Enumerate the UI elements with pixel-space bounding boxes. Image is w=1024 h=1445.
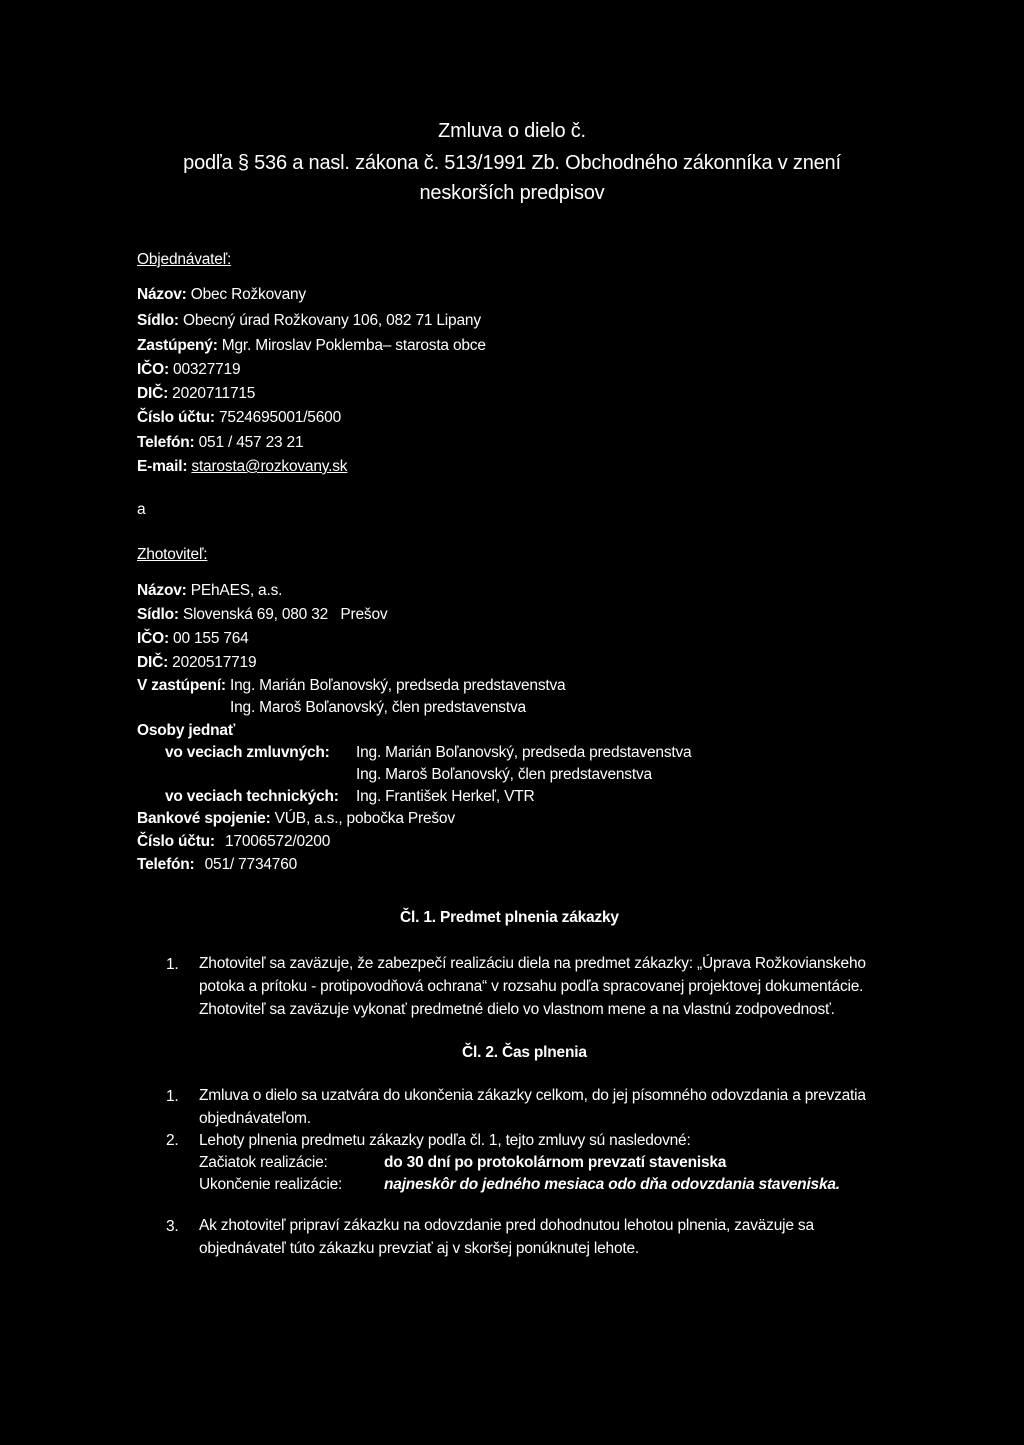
zhotovitel-row	[137, 629, 249, 649]
text-line: Zmluva o dielo sa uzatvára do ukončenia zákazky celkom, do jej písomného odovzdania a prevzatia	[199, 1087, 866, 1104]
row-value: 00327719	[173, 361, 241, 378]
row-label: E-mail:	[137, 458, 188, 475]
email-link[interactable]: starosta@rozkovany.sk	[191, 458, 348, 475]
row-label: Sídlo:	[137, 312, 179, 329]
row-label: Sídlo:	[137, 606, 179, 623]
row-value: Ing. Marián Boľanovský, predseda predstavenstva	[230, 677, 566, 694]
row-value: Slovenská 69, 080 32 Prešov	[182, 606, 388, 623]
row-value: PEhAES, a.s.	[190, 582, 283, 599]
zhotovitel-row	[137, 653, 256, 673]
document-subtitle-line2: neskorších predpisov	[419, 182, 605, 204]
zhotovitel-row	[137, 676, 565, 696]
objednavatel-row	[137, 360, 240, 380]
row-label: Telefón:	[137, 856, 195, 873]
row-label: DIČ:	[137, 385, 169, 402]
text-line: Ak zhotoviteľ pripraví zákazku na odovzdanie pred dohodnutou lehotou plnenia, zaväzuje sa	[199, 1217, 814, 1234]
row-label: Telefón:	[137, 434, 195, 451]
cl2-item-number: 3.	[166, 1218, 179, 1235]
row-label: DIČ:	[137, 654, 169, 671]
cl1-heading: Čl. 1. Predmet plnenia zákazky	[400, 909, 619, 926]
zmluvne-person-2: Ing. Maroš Boľanovský, člen predstavenstva	[356, 766, 652, 783]
technicke-label: vo veciach technických:	[165, 788, 339, 805]
cl2-item-number: 2.	[166, 1132, 179, 1149]
end-value: najneskôr do jedného mesiaca odo dňa odovzdania staveniska.	[384, 1176, 840, 1193]
row-label: Číslo účtu:	[137, 833, 215, 850]
row-value: Obec Rožkovany	[190, 286, 306, 303]
end-label: Ukončenie realizácie:	[199, 1176, 343, 1193]
start-value: do 30 dní po protokolárnom prevzatí staveniska	[384, 1154, 727, 1171]
text-line: objednávateľ túto zákazku prevziať aj v skoršej ponúknutej lehote.	[199, 1240, 640, 1257]
row-value: 2020711715	[172, 385, 256, 402]
row-value: 051/ 7734760	[204, 856, 298, 873]
telefon-row	[137, 855, 297, 875]
text-line: objednávateľom.	[199, 1110, 311, 1127]
objednavatel-row	[137, 336, 486, 356]
connector-text: a	[137, 501, 146, 518]
row-label: Zastúpený:	[137, 337, 218, 354]
row-value: 7524695001/5600	[219, 409, 341, 426]
technicke-person-1: Ing. František Herkeľ, VTR	[356, 788, 535, 805]
zmluvne-person-1: Ing. Marián Boľanovský, predseda predstavenstva	[356, 744, 692, 761]
row-value: Mgr. Miroslav Poklemba– starosta obce	[221, 337, 486, 354]
text-line: Zhotoviteľ sa zaväzuje, že zabezpečí realizáciu diela na predmet zákazky: „Úprava Rožkovianskeho	[199, 955, 866, 972]
row-value: 00 155 764	[173, 630, 249, 647]
text-line: potoka a prítoku - protipovodňová ochrana“ v rozsahu podľa spracovanej projektovej dokumentácie.	[199, 978, 864, 995]
row-value: 17006572/0200	[225, 833, 331, 850]
row-label: Číslo účtu:	[137, 409, 215, 426]
row-value: VÚB, a.s., pobočka Prešov	[274, 810, 455, 827]
zhotovitel-row	[137, 581, 282, 601]
osoby-label: Osoby jednať	[137, 722, 236, 739]
row-value: Obecný úrad Rožkovany 106, 082 71 Lipany	[182, 312, 481, 329]
zmluvne-label: vo veciach zmluvných:	[165, 744, 330, 761]
row-value: 051 / 457 23 21	[198, 434, 304, 451]
ucet-row	[137, 832, 330, 852]
zastupenie-second: Ing. Maroš Boľanovský, člen predstavenstva	[230, 699, 526, 716]
objednavatel-heading: Objednávateľ:	[137, 251, 232, 268]
cl2-item-text	[199, 1084, 866, 1130]
row-label: V zastúpení:	[137, 677, 226, 694]
document-subtitle-line1: podľa § 536 a nasl. zákona č. 513/1991 Zb. Obchodného zákonníka v znení	[183, 152, 841, 174]
zhotovitel-heading: Zhotoviteľ:	[137, 546, 208, 563]
banka-row	[137, 809, 455, 829]
objednavatel-row	[137, 433, 303, 453]
row-label: IČO:	[137, 630, 169, 647]
cl1-item-text	[199, 952, 959, 1021]
objednavatel-row	[137, 384, 255, 404]
cl2-item-text: Lehoty plnenia predmetu zákazky podľa čl. 1, tejto zmluvy sú nasledovné:	[199, 1132, 691, 1149]
objednavatel-row	[137, 285, 306, 305]
cl1-item-number: 1.	[166, 956, 179, 973]
row-label: Názov:	[137, 582, 187, 599]
row-value: 2020517719	[172, 654, 257, 671]
cl2-heading: Čl. 2. Čas plnenia	[462, 1044, 587, 1061]
objednavatel-row	[137, 311, 481, 331]
start-label: Začiatok realizácie:	[199, 1154, 328, 1171]
objednavatel-row	[137, 408, 341, 428]
row-label: IČO:	[137, 361, 169, 378]
cl2-item-text	[199, 1214, 814, 1260]
document-title: Zmluva o dielo č.	[438, 120, 586, 142]
row-label: Názov:	[137, 286, 187, 303]
text-line: Zhotoviteľ sa zaväzuje vykonať predmetné dielo vo vlastnom mene a na vlastnú zodpovednosť.	[199, 1001, 835, 1018]
zhotovitel-row	[137, 605, 387, 625]
objednavatel-row	[137, 457, 347, 477]
cl2-item-number: 1.	[166, 1088, 179, 1105]
row-label: Bankové spojenie:	[137, 810, 271, 827]
